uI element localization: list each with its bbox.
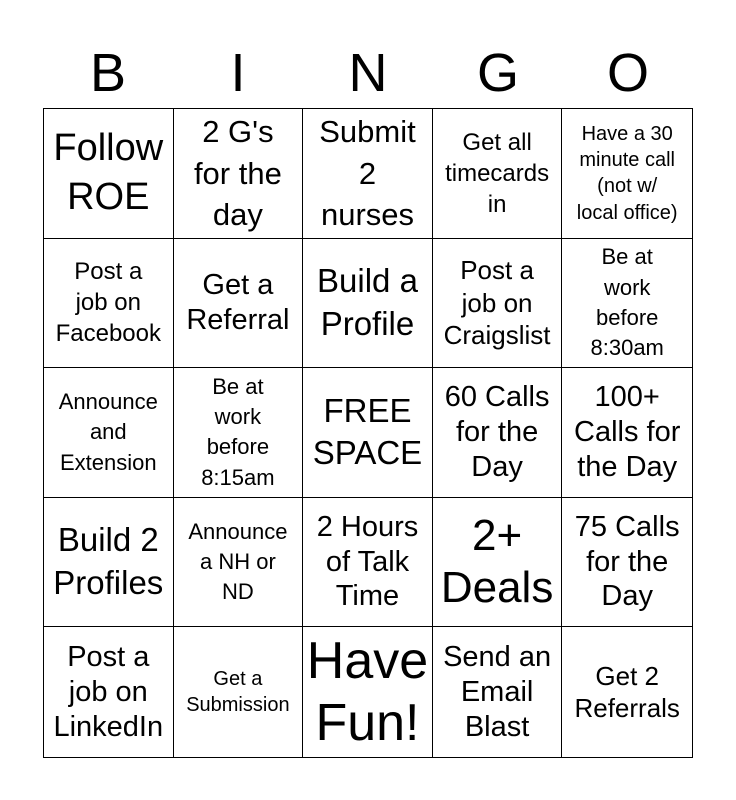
- cell-text: Announce and Extension: [58, 388, 158, 475]
- free-space-cell[interactable]: [303, 368, 433, 498]
- cell-text: Announce a NH or ND: [188, 518, 288, 605]
- bingo-cell[interactable]: [562, 368, 692, 498]
- cell-text: Build 2 Profiles: [53, 521, 164, 602]
- cell-text: Get all timecards in: [445, 128, 550, 218]
- bingo-cell[interactable]: [44, 627, 174, 757]
- cell-text: Post a job on Craigslist: [443, 255, 551, 351]
- bingo-cell[interactable]: [44, 368, 174, 498]
- header-letter-n: N: [348, 43, 388, 103]
- cell-text: 2 G's for the day: [193, 114, 282, 232]
- cell-text: Be at work before 8:30am: [590, 244, 664, 361]
- bingo-cell[interactable]: [174, 109, 304, 239]
- bingo-board: [43, 108, 693, 758]
- cell-text: Have Fun!: [306, 631, 429, 753]
- bingo-cell[interactable]: [303, 239, 433, 369]
- bingo-cell[interactable]: [174, 368, 304, 498]
- bingo-cell[interactable]: [174, 498, 304, 628]
- cell-text: Post a job on Facebook: [55, 258, 161, 348]
- bingo-cell[interactable]: [562, 498, 692, 628]
- cell-text: Get a Referral: [186, 269, 290, 336]
- bingo-cell[interactable]: [174, 627, 304, 757]
- bingo-cell[interactable]: [174, 239, 304, 369]
- cell-text: 100+ Calls for the Day: [574, 381, 681, 483]
- bingo-cell[interactable]: [303, 109, 433, 239]
- cell-text: Have a 30 minute call (not w/ local office): [576, 122, 678, 224]
- bingo-cell[interactable]: [433, 498, 563, 628]
- bingo-cell[interactable]: [433, 627, 563, 757]
- bingo-cell[interactable]: [44, 239, 174, 369]
- bingo-cell[interactable]: [433, 239, 563, 369]
- cell-text: Get a Submission: [186, 667, 290, 717]
- cell-text: Send an Email Blast: [443, 641, 552, 743]
- header-letter-b: B: [89, 43, 127, 103]
- header-letter-i: I: [230, 43, 246, 103]
- bingo-cell[interactable]: [562, 109, 692, 239]
- cell-text: Submit 2 nurses: [319, 114, 416, 232]
- cell-text: 2+ Deals: [440, 511, 554, 613]
- cell-text: Get 2 Referrals: [574, 660, 680, 724]
- cell-text: Be at work before 8:15am: [201, 373, 275, 490]
- bingo-cell[interactable]: [44, 109, 174, 239]
- bingo-cell[interactable]: [303, 498, 433, 628]
- bingo-cell[interactable]: [44, 498, 174, 628]
- bingo-cell[interactable]: [303, 627, 433, 757]
- bingo-cell[interactable]: [433, 109, 563, 239]
- bingo-cell[interactable]: [433, 368, 563, 498]
- cell-text: Follow ROE: [53, 126, 164, 219]
- cell-text: 2 Hours of Talk Time: [316, 510, 419, 613]
- cell-text: 60 Calls for the Day: [444, 381, 550, 483]
- header-letter-o: O: [606, 43, 649, 103]
- bingo-cell[interactable]: [562, 239, 692, 369]
- cell-text: Build a Profile: [317, 262, 418, 342]
- cell-text: 75 Calls for the Day: [574, 510, 680, 613]
- bingo-cell[interactable]: [562, 627, 692, 757]
- header-letter-g: G: [476, 43, 519, 103]
- bingo-header: [43, 40, 693, 106]
- cell-text: Post a job on LinkedIn: [53, 641, 164, 743]
- cell-text: FREE SPACE: [312, 391, 423, 472]
